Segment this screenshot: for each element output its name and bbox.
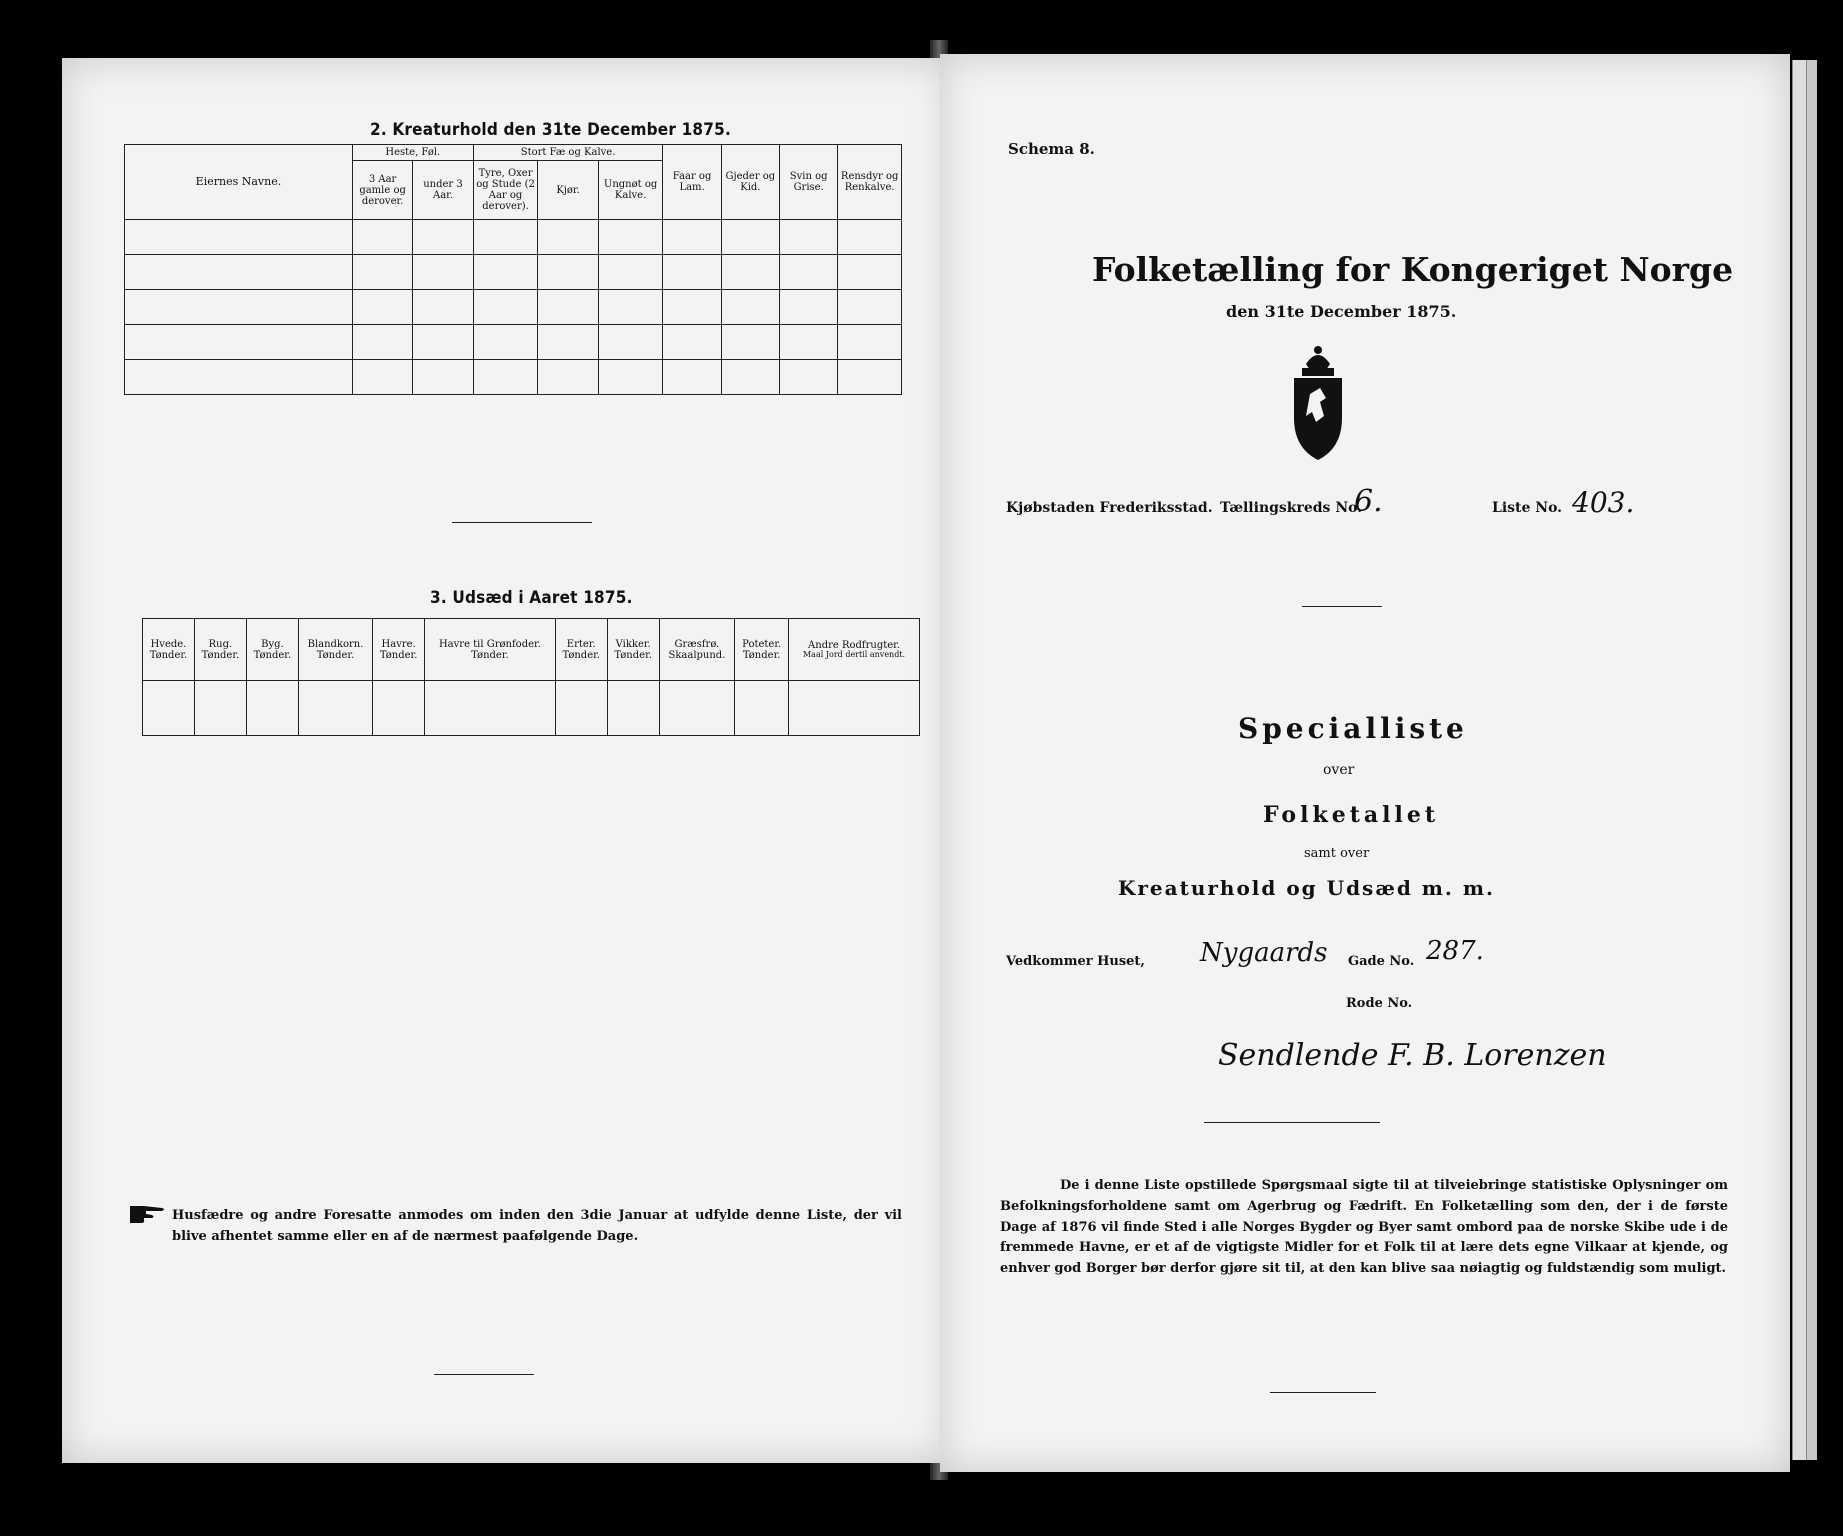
left-page [62, 58, 950, 1463]
horses-adult-header: 3 Aar gamle og derover. [352, 161, 412, 220]
oats-header: Havre. Tønder. [373, 619, 425, 681]
divider [1204, 1122, 1380, 1123]
reindeer-column-header: Rensdyr og Renkalve. [838, 145, 902, 220]
mixed-grain-header: Blandkorn. Tønder. [298, 619, 372, 681]
rode-label: Rode No. [1346, 996, 1413, 1011]
folketallet-heading: Folketallet [1263, 802, 1439, 828]
page-edge [1806, 60, 1817, 1460]
owner-column-header: Eiernes Navne. [125, 145, 353, 220]
goats-column-header: Gjeder og Kid. [721, 145, 779, 220]
divider [1270, 1392, 1376, 1393]
right-page [940, 54, 1790, 1472]
pigs-column-header: Svin og Grise. [780, 145, 838, 220]
divider [452, 522, 592, 523]
town-label: Kjøbstaden Frederiksstad. [1006, 500, 1213, 516]
table-row [125, 255, 902, 290]
livestock-table [124, 144, 902, 395]
page-title: Folketælling for Kongeriget Norge [1092, 250, 1734, 289]
divider [1302, 606, 1382, 607]
gade-label: Gade No. [1348, 954, 1415, 969]
street-name: Nygaards [1200, 938, 1328, 968]
young-cattle-header: Ungnøt og Kalve. [598, 161, 663, 220]
schema-label: Schema 8. [1008, 140, 1095, 158]
pointing-hand-icon [128, 1200, 168, 1224]
cows-header: Kjør. [538, 161, 598, 220]
house-label: Vedkommer Huset, [1006, 954, 1145, 969]
signature: Sendlende F. B. Lorenzen [1218, 1038, 1607, 1073]
sowing-table [142, 618, 920, 736]
list-label: Liste No. [1492, 500, 1563, 516]
wheat-header: Hvede. Tønder. [143, 619, 195, 681]
census-date: den 31te December 1875. [1226, 302, 1457, 321]
list-number: 403. [1572, 486, 1635, 519]
section3-heading: 3. Udsæd i Aaret 1875. [430, 588, 633, 608]
table-row [125, 360, 902, 395]
district-number: 6. [1354, 484, 1383, 519]
rye-header: Rug. Tønder. [194, 619, 246, 681]
bulls-header: Tyre, Oxer og Stude (2 Aar og derover). [473, 161, 538, 220]
horses-young-header: under 3 Aar. [413, 161, 473, 220]
root-crops-header: Andre Rodfrugter. Maal Jord dertil anvendt. [789, 619, 920, 681]
specialliste-heading: Specialliste [1238, 712, 1468, 745]
peas-header: Erter. Tønder. [555, 619, 607, 681]
district-label: Tællingskreds No. [1220, 500, 1363, 516]
vetch-header: Vikker. Tønder. [607, 619, 659, 681]
table-row [125, 220, 902, 255]
samt-over-text: samt over [1304, 846, 1370, 861]
horses-group-header: Heste, Føl. [352, 145, 473, 161]
norway-coat-of-arms-icon [1284, 344, 1352, 464]
table-row [125, 290, 902, 325]
notice-text: Husfædre og andre Foresatte anmodes om inden den 3die Januar at udfylde denne Liste, der vil blive afhentet samme eller en af de nærmest paafølgende Dage. [172, 1208, 902, 1244]
sheep-column-header: Faar og Lam. [663, 145, 721, 220]
divider [434, 1374, 534, 1375]
house-number: 287. [1426, 936, 1484, 966]
barley-header: Byg. Tønder. [246, 619, 298, 681]
cattle-group-header: Stort Fæ og Kalve. [473, 145, 663, 161]
section2-heading: 2. Kreaturhold den 31te December 1875. [370, 120, 731, 140]
over-text: over [1323, 762, 1355, 778]
page-edge [1792, 60, 1807, 1460]
grass-seed-header: Græsfrø. Skaalpund. [659, 619, 735, 681]
table-row [143, 681, 920, 736]
potatoes-header: Poteter. Tønder. [735, 619, 789, 681]
table-row [125, 325, 902, 360]
explanation-paragraph: De i denne Liste opstillede Spørgsmaal sigte til at tilveiebringe statistiske Oplysninger om Befolkningsforholdene samt om Agerbrug og Fædrift. En Folketælling som den, der i de første Dage af 1876 vil finde Sted i alle Norges Bygder og Byer samt ombord paa de norske Skibe ude i de fremmede Havne, er et af de vigtigste Midler for et Folk til at lære dets egne Vilkaar at kjende, og enhver god Borger bør derfor gjøre sit til, at den kan blive saa nøiagtig og fuldstændig som muligt. [1000, 1178, 1728, 1277]
green-oats-header: Havre til Grønfoder. Tønder. [425, 619, 556, 681]
kreaturhold-heading: Kreaturhold og Udsæd m. m. [1118, 876, 1495, 900]
